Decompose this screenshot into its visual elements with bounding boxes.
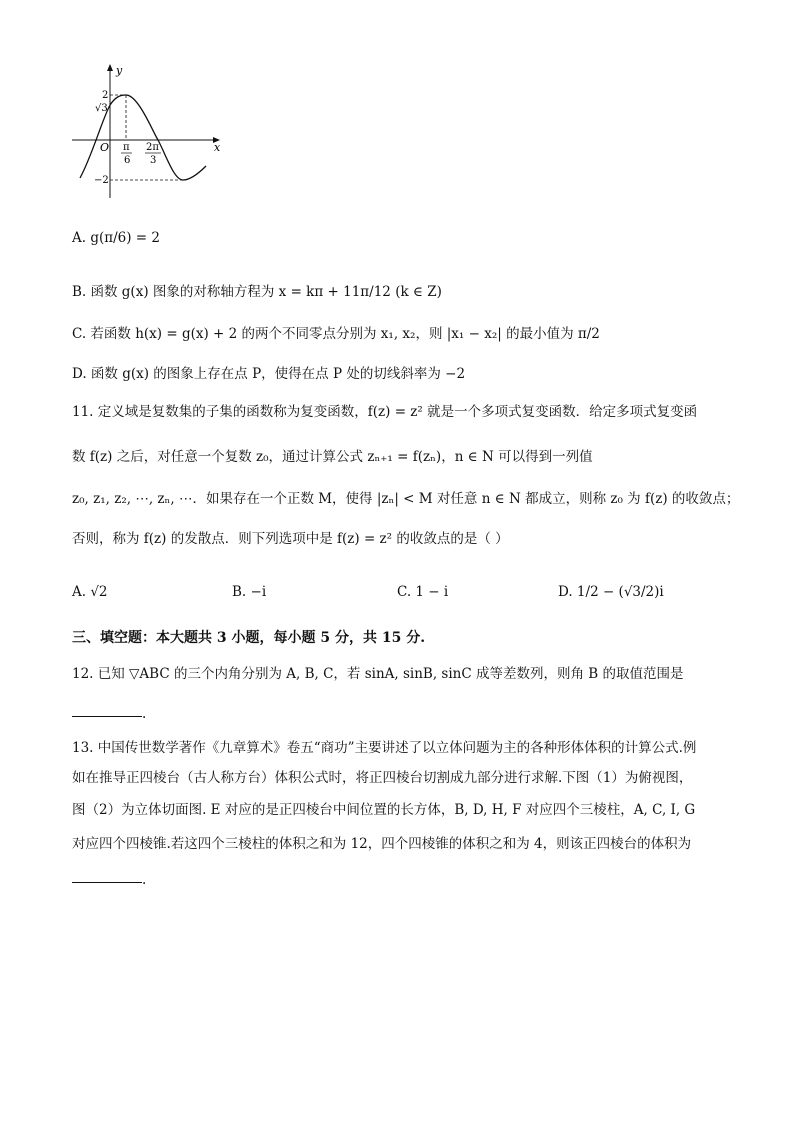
q10-option-d: D. 函数 g(x) 的图象上存在点 P，使得在点 P 处的切线斜率为 −2 — [72, 366, 466, 382]
section-heading: 三、填空题：本大题共 3 小题，每小题 5 分，共 15 分. — [72, 630, 426, 646]
q11-option-b: B. −i — [232, 584, 267, 600]
q13-end: . — [142, 872, 147, 888]
x-tick1-den: 6 — [124, 155, 131, 166]
y-axis-label: y — [116, 64, 123, 77]
y-tick-sqrt3: √3 — [95, 103, 108, 114]
function-graph — [66, 60, 226, 205]
q13-line-3: 图（2）为立体切面图. E 对应的是正四棱台中间位置的长方体，B, D, H, F 对应四个三棱柱，A, C, I, G — [72, 802, 696, 818]
y-axis-arrow — [107, 64, 113, 71]
q11-line-1: 11. 定义域是复数集的子集的函数称为复变函数，f(z) = z² 就是一个多项式复变函数．给定多项式复变函 — [72, 404, 698, 420]
origin-label: O — [100, 141, 110, 154]
q13-answer-blank — [72, 882, 142, 883]
q13-line-1: 13. 中国传世数学著作《九章算术》卷五“商功”主要讲述了以立体问题为主的各种形体体积的计算公式.例 — [72, 740, 697, 756]
x-tick1-num: π — [123, 142, 130, 153]
q13-line-4: 对应四个四棱锥.若这四个三棱柱的体积之和为 12，四个四棱锥的体积之和为 4，则该正四棱台的体积为 — [72, 836, 692, 852]
q11-line-3: z₀, z₁, z₂, ⋯, zₙ, ⋯．如果存在一个正数 M，使得 |zₙ| < M 对任意 n ∈ N 都成立，则称 z₀ 为 f(z) 的收敛点； — [72, 491, 740, 507]
q10-option-c: C. 若函数 h(x) = g(x) + 2 的两个不同零点分别为 x₁, x₂，则 |x₁ − x₂| 的最小值为 π/2 — [72, 326, 600, 342]
q11-option-c: C. 1 − i — [397, 584, 449, 600]
q11-line-4: 否则，称为 f(z) 的发散点．则下列选项中是 f(z) = z² 的收敛点的是（ ） — [72, 531, 509, 547]
q11-line-2: 数 f(z) 之后，对任意一个复数 z₀，通过计算公式 zₙ₊₁ = f(zₙ)，n ∈ N 可以得到一列值 — [72, 449, 593, 465]
q12-line-1: 12. 已知 ▽ABC 的三个内角分别为 A, B, C，若 sinA, sinB, sinC 成等差数列，则角 B 的取值范围是 — [72, 666, 684, 682]
y-tick-2: 2 — [102, 90, 109, 101]
q10-option-a: A. g(π/6) = 2 — [72, 230, 161, 246]
q10-option-b: B. 函数 g(x) 图象的对称轴方程为 x = kπ + 11π/12 (k ∈ Z) — [72, 284, 442, 300]
q13-line-2: 如在推导正四棱台（古人称方台）体积公式时，将正四棱台切割成九部分进行求解.下图（1）为俯视图， — [72, 770, 693, 786]
q11-option-a: A. √2 — [72, 584, 108, 600]
q11-option-d: D. 1/2 − (√3/2)i — [558, 584, 664, 600]
q11-choices — [72, 584, 772, 604]
x-axis-label: x — [214, 141, 221, 154]
x-tick2-num: 2π — [146, 142, 159, 153]
q12-answer-blank — [72, 716, 142, 717]
x-tick2-den: 3 — [150, 155, 157, 166]
y-tick-neg2: −2 — [94, 175, 109, 186]
q12-end: . — [142, 706, 147, 722]
